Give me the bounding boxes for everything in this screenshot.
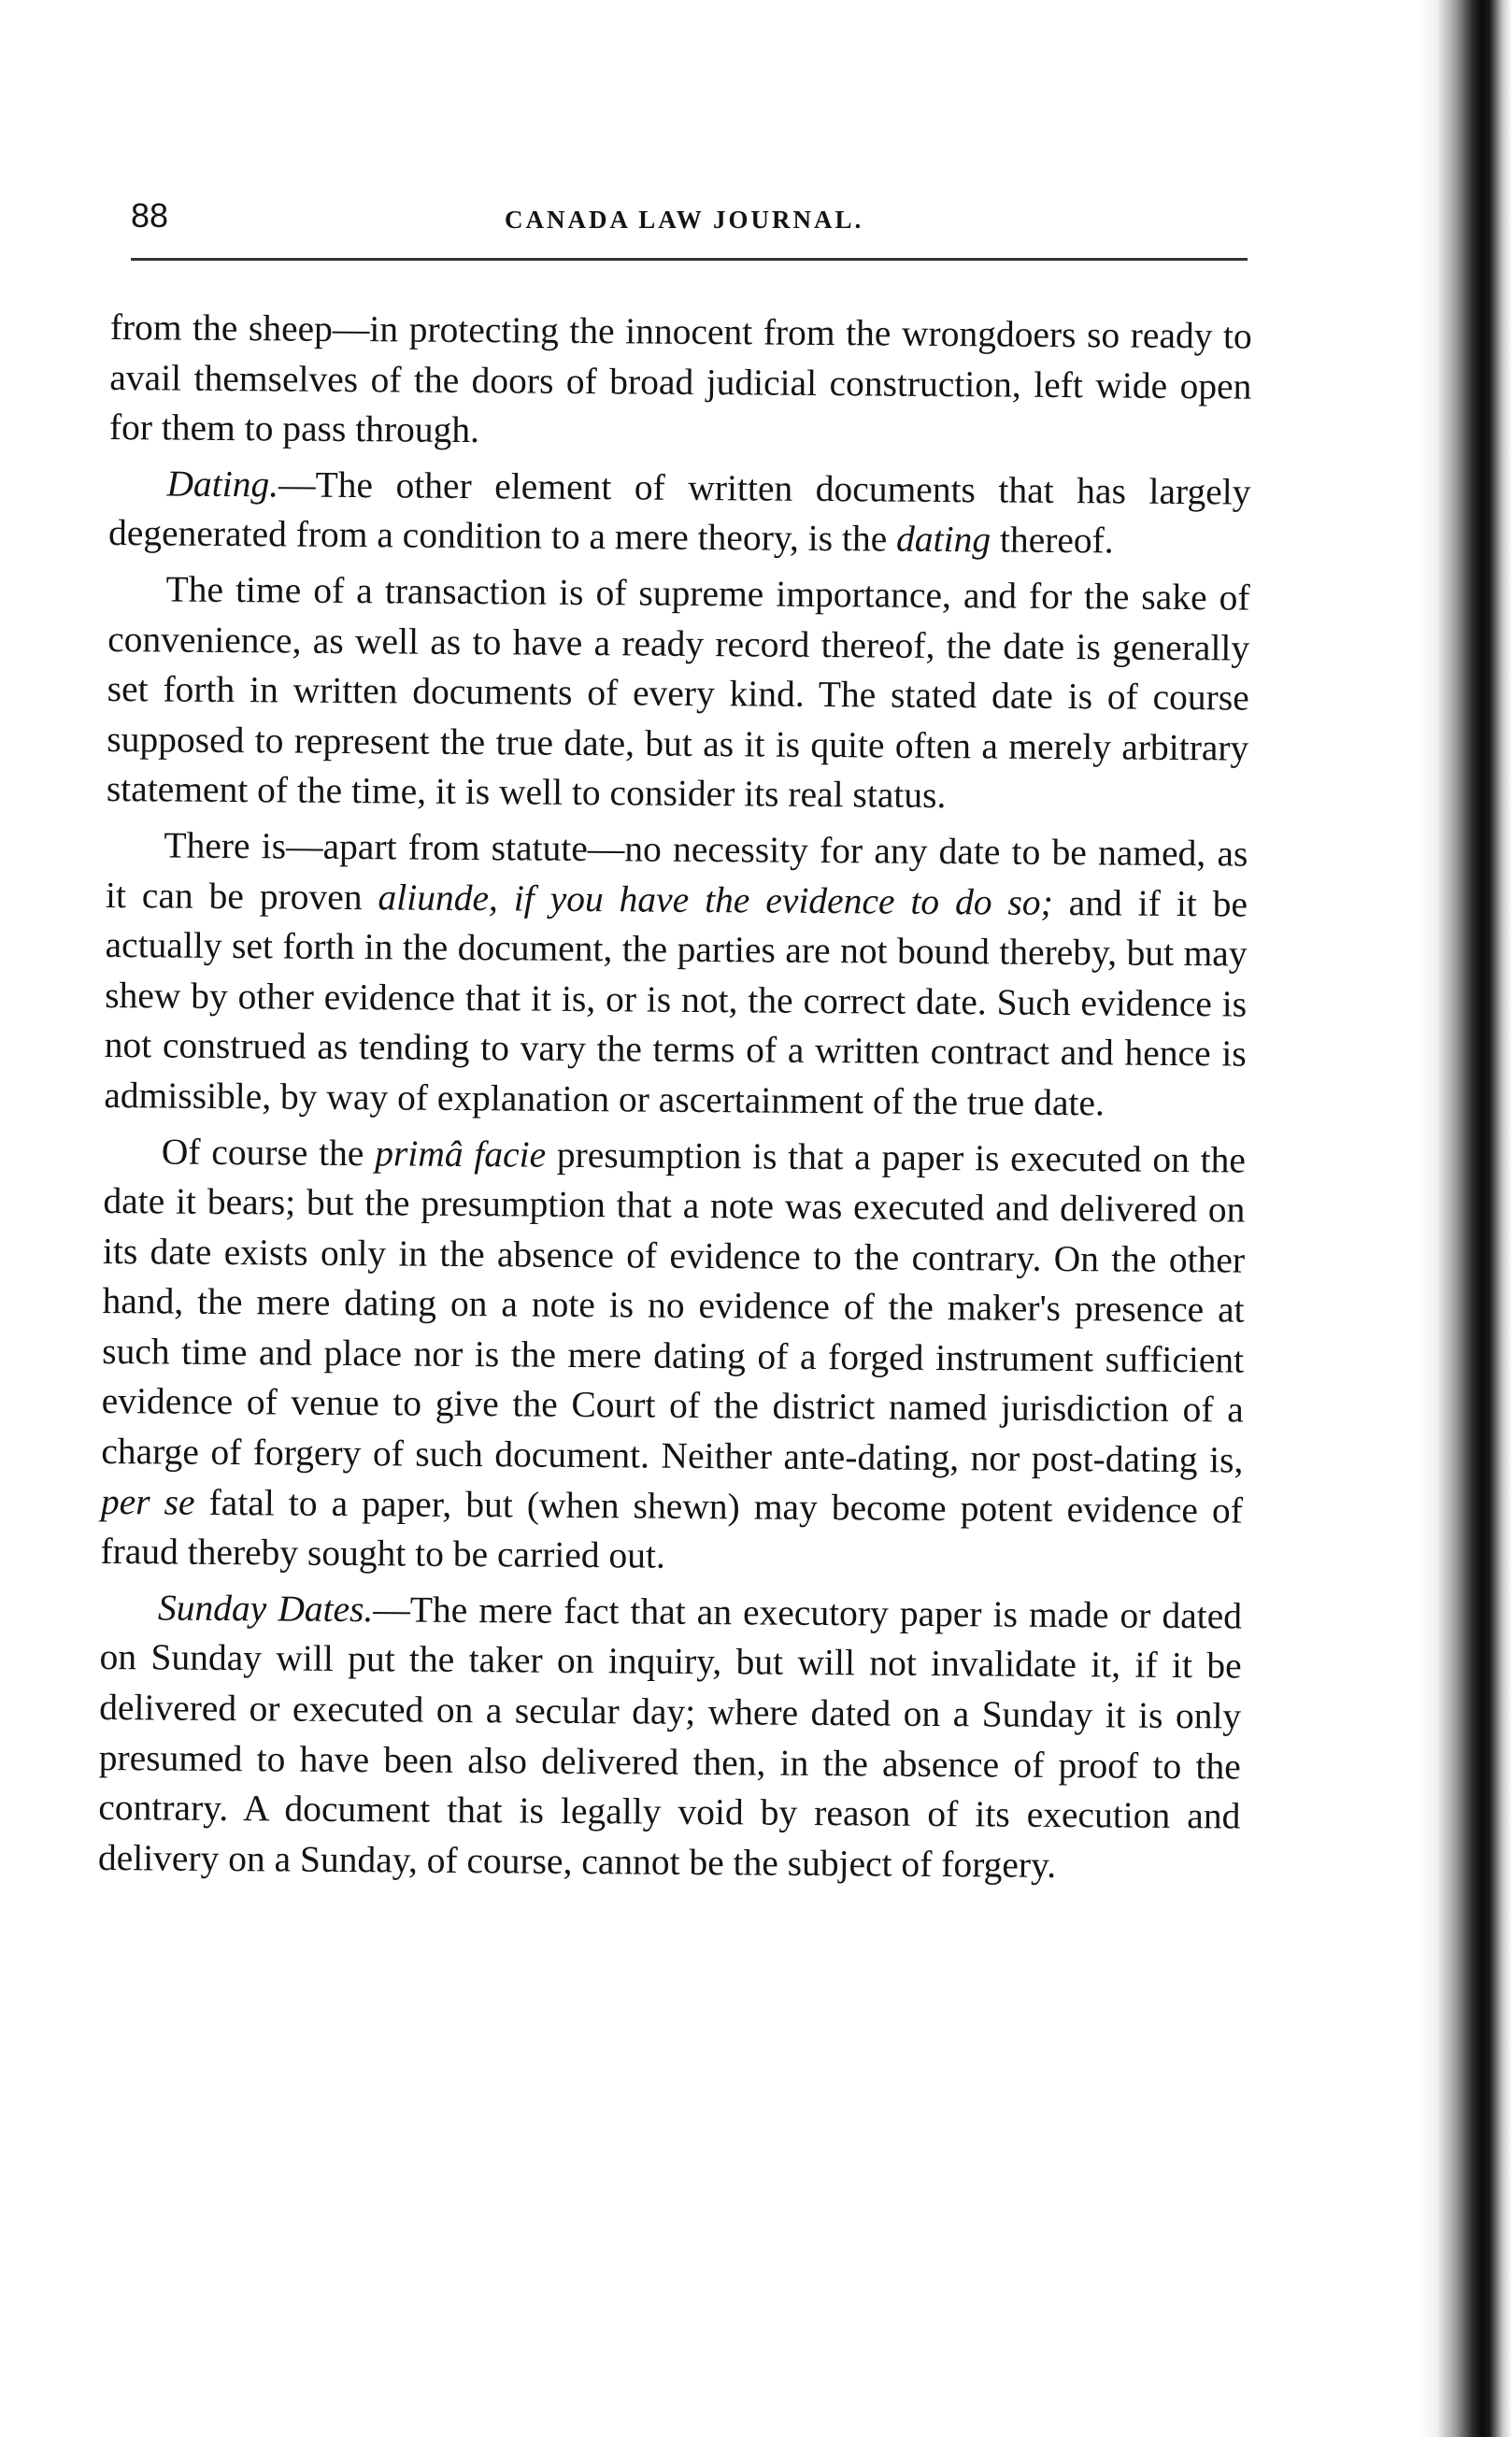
presumption-paragraph xyxy=(100,1126,1246,1586)
page-header xyxy=(131,196,1248,261)
dating-intro: —The other element of written documents that has largely degenerated from a condition to a mere theory, is the xyxy=(107,463,1251,560)
prima-facie-term: primâ facie xyxy=(375,1132,547,1176)
statute-text-1: There is—apart from statute—no necessity for any date to be named, as it can be proven xyxy=(105,824,1248,918)
statute-text-2: and if it be actually set forth in the document, the parties are not bound thereby, but may shew by other evidence that it is, or is not, the correct date. Such evidence is not construed as tending to vary the terms of a written contract and hence is admissible, by way of explanation or ascertainment of the true date. xyxy=(104,881,1248,1124)
presumption-text-1: Of course the xyxy=(161,1130,376,1174)
article-body xyxy=(98,303,1252,1898)
continuation-paragraph: from the sheep—in protecting the innocent from the wrongdoers so ready to avail themselves of the doors of broad judicial construction, left wide open for them to pass through. xyxy=(108,306,1252,451)
time-paragraph: The time of a transaction is of supreme importance, and for the sake of convenience, as well as to have a ready record thereof, the date is generally set forth in written documents of every kind. The stated date is of course supposed to represent the true date, but as it is quite often a merely arbitrary statement of the time, it is well to consider its real status. xyxy=(106,568,1250,817)
per-se-term: per se xyxy=(100,1480,195,1523)
presumption-text-3: fatal to a paper, but (when shewn) may become potent evidence of fraud thereby sought to be carried out. xyxy=(100,1481,1244,1576)
dating-paragraph xyxy=(108,459,1251,568)
page-number: 88 xyxy=(131,196,169,235)
sunday-heading: Sunday Dates. xyxy=(157,1587,374,1631)
dating-term: dating xyxy=(895,518,991,561)
page-edge-shadow xyxy=(1419,0,1512,2437)
dating-heading: Dating. xyxy=(166,463,279,506)
statute-italic: aliunde, if you have the evidence to do so; xyxy=(378,876,1053,923)
sunday-text: —The mere fact that an executory paper is made or dated on Sunday will put the taker on inquiry, but will not invalidate it, if it be delivered or executed on a secular day; where dated on a Sunday it is only presumed to have been also delivered then, in the absence of proof to the contrary. A document that is legally void by reason of its execution and delivery on a Sunday, of course, cannot be the subject of forgery. xyxy=(97,1589,1243,1886)
statute-paragraph xyxy=(104,820,1248,1130)
dating-outro: thereof. xyxy=(990,519,1114,562)
journal-title: CANADA LAW JOURNAL. xyxy=(505,206,864,234)
presumption-text-2: presumption is that a paper is executed on the date it bears; but the presumption that a note was executed and delivered on its date exists only in the absence of evidence to the contrary. On the other hand, the mere dating on a note is no evidence of the maker's presence at such time and place nor is the mere dating of a forged instrument sufficient evidence of venue to give the Court of the district named jurisdiction of a charge of forgery of such document. Neither ante-dating, nor post-dating is, xyxy=(101,1133,1247,1481)
sunday-paragraph xyxy=(98,1583,1242,1892)
